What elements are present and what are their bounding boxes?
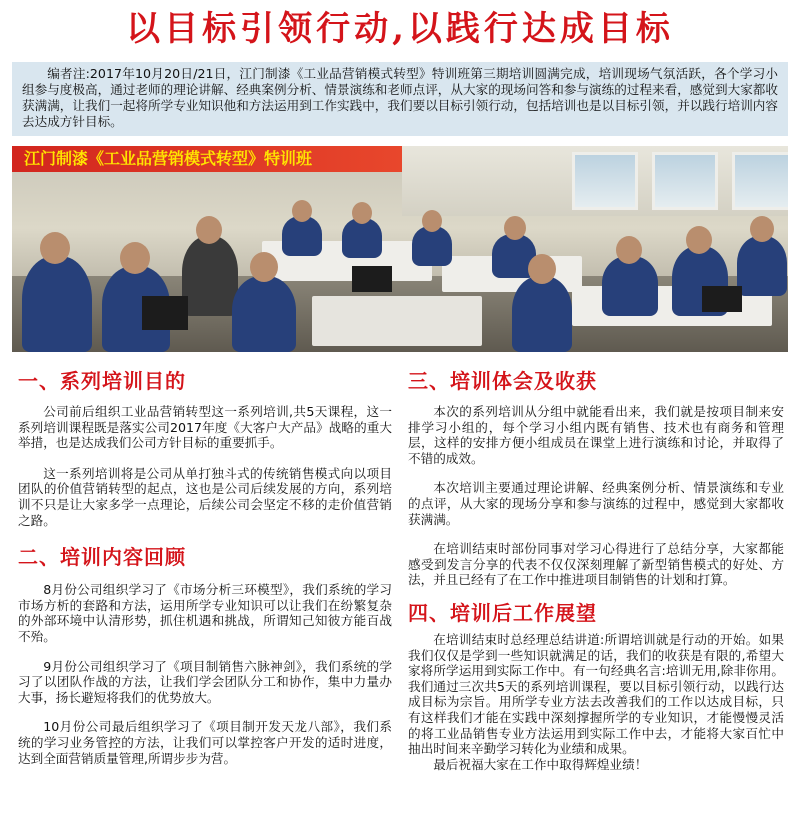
photo-person-head xyxy=(750,216,774,242)
section-heading: 三、培训体会及收获 xyxy=(408,369,597,393)
photo-person-head xyxy=(504,216,526,240)
paragraph: 9月份公司组织学习了《项目制销售六脉神剑》，我们系统的学习了以团队作战的方法，让我们学会团队分工和协作，集中力量办大事，扬长避短将我们的优势放大。 xyxy=(18,658,392,705)
paragraph: 最后祝福大家在工作中取得辉煌业绩！ xyxy=(433,756,648,772)
photo-person xyxy=(737,236,787,296)
paragraph: 10月份公司最后组织学习了《项目制开发天龙八部》，我们系统的学习业务管控的方法，让我们可以掌控客户开发的适时进度，达到全面营销质量管理,所谓步步为营。 xyxy=(18,719,392,766)
photo-person-head xyxy=(292,200,312,222)
photo-person xyxy=(512,276,572,352)
photo-person-head xyxy=(250,252,278,282)
paragraph: 这一系列培训将是公司从单打独斗式的传统销售模式向以项目团队的价值营销转型的起点，这也是公司后续发展的方向，系列培训不只是让大家多学一点理论，后续公司会坚定不移的走价值营销之路。 xyxy=(18,465,392,528)
photo-laptop xyxy=(142,296,188,330)
paragraph: 公司前后组织工业品营销转型这一系列培训,共5天课程，这一系列培训课程既是落实公司2017年度《大客户大产品》战略的重大举措，也是达成我们公司方针目标的重要抓手。 xyxy=(18,404,392,451)
photo-person xyxy=(182,236,238,316)
paragraph: 本次培训主要通过理论讲解、经典案例分析、情景演练和专业的点评，从大家的现场分享和参与演练的过程中，感觉到大家都收获满满。 xyxy=(408,480,784,527)
paragraph: 在培训结束时部份同事对学习心得进行了总结分享，大家都能感受到发言分享的代表不仅仅深刻理解了新型销售模式的好处、方法，并且已经有了在工作中推进项目制销售的计划和打算。 xyxy=(408,541,784,588)
photo-banner: 江门制漆《工业品营销模式转型》特训班 xyxy=(12,146,402,172)
photo-person-head xyxy=(616,236,642,264)
page-title: 以目标引领行动,以践行达成目标 xyxy=(126,9,674,49)
photo-person-head xyxy=(422,210,442,232)
photo-person-head xyxy=(40,232,70,264)
paragraph: 在培训结束时总经理总结讲道:所谓培训就是行动的开始。如果我们仅仅是学到一些知识就满足的话，我们的收获是有限的,希望大家将所学运用到实际工作中。有一句经典名言:培训无用,除非你用。我们通过三次共5天的系列培训课程，要以目标引领行动，以践行达成目标为宗旨。用所学专业方法去改善我们的工作以达成目标，只有这样我们才能在实践中深刻撑握所学的专业知识，才能慢慢灵活的将工业品销售专业方法运用到实际工作中去，才能将大家百忙中抽出时间来辛勤学习转化为业绩和成果。 xyxy=(408,631,784,757)
photo-person xyxy=(22,256,92,352)
photo-laptop xyxy=(352,266,392,292)
photo-person-head xyxy=(196,216,222,244)
photo-person-head xyxy=(686,226,712,254)
photo-table xyxy=(312,296,482,346)
photo-person-head xyxy=(352,202,372,224)
photo-person xyxy=(602,256,658,316)
editor-note: 编者注:2017年10月20日/21日，江门制漆《工业品营销模式转型》特训班第三期培训圆满完成，培训现场气氛活跃，各个学习小组参与度极高，通过老师的理论讲解、经典案例分析、情景演练和老师点评，从大家的现场问答和参与演练的过程来看，感觉到大家都收获满满，让我们一起将所学专业知识他和方法运用到工作实践中，我们要以目标引领行动，包括培训也是以目标引领，并以践行培训内容去达成方针目标。 xyxy=(12,62,788,136)
photo-window xyxy=(572,152,638,210)
paragraph: 8月份公司组织学习了《市场分析三环模型》，我们系统的学习市场方析的套路和方法，运用所学专业知识可以让我们在纷繁复杂的外部环境中认清形势，抓住机遇和挑战，所谓知己知彼方能百战不殆。 xyxy=(18,582,392,644)
photo-person xyxy=(342,218,382,258)
photo-person-head xyxy=(120,242,150,274)
photo-person xyxy=(232,276,296,352)
photo-laptop xyxy=(702,286,742,312)
photo-person-head xyxy=(528,254,556,284)
section-heading: 二、培训内容回顾 xyxy=(18,545,186,570)
section-heading: 一、系列培训目的 xyxy=(18,369,186,393)
left-column xyxy=(18,368,392,766)
section-heading: 四、培训后工作展望 xyxy=(408,600,597,625)
photo-person xyxy=(412,226,452,266)
photo-person xyxy=(282,216,322,256)
paragraph: 本次的系列培训从分组中就能看出来，我们就是按项目制来安排学习小组的，每个学习小组内既有销售、技术也有商务和管理层，这样的安排方便小组成员在课堂上进行演练和讨论，并取得了不错的成效。 xyxy=(408,404,784,466)
photo-window xyxy=(652,152,718,210)
right-column xyxy=(408,368,784,772)
training-photo xyxy=(12,146,788,352)
photo-window xyxy=(732,152,788,210)
